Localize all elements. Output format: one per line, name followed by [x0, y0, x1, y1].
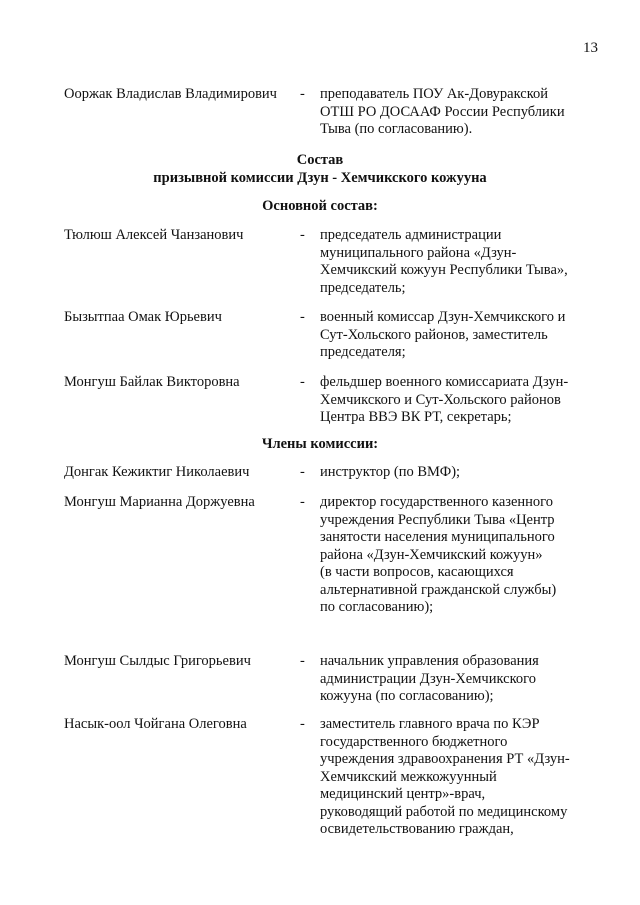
- main-composition-heading: Основной состав:: [262, 198, 378, 214]
- dash: -: [300, 653, 305, 669]
- member-name: Тюлюш Алексей Чанзанович: [64, 227, 244, 243]
- member-name: Ооржак Владислав Владимирович: [64, 86, 277, 102]
- dash: -: [300, 86, 305, 102]
- member-role: начальник управления образования администрации Дзун-Хемчикского кожууна (по согласованию);: [320, 653, 539, 704]
- member-name: Монгуш Марианна Доржуевна: [64, 494, 255, 510]
- dash: -: [300, 309, 305, 325]
- dash: -: [300, 464, 305, 480]
- dash: -: [300, 716, 305, 732]
- member-name: Монгуш Сылдыс Григорьевич: [64, 653, 251, 669]
- commission-members-heading: Члены комиссии:: [261, 436, 379, 452]
- document-title-line2: призывной комиссии Дзун - Хемчикского кожууна: [153, 170, 487, 186]
- member-name: Монгуш Байлак Викторовна: [64, 374, 240, 390]
- member-role: инструктор (по ВМФ);: [320, 464, 461, 480]
- document-title-line1: Состав: [296, 152, 344, 168]
- member-role: фельдшер военного комиссариата Дзун- Хемчикского и Сут-Хольского районов Центра ВВЭ ВК РТ, секретарь;: [320, 374, 569, 425]
- dash: -: [300, 494, 305, 510]
- member-role: военный комиссар Дзун-Хемчикского и Сут-Хольского районов, заместитель председателя;: [320, 309, 566, 360]
- member-role: преподаватель ПОУ Ак-Довуракской ОТШ РО ДОСААФ России Республики Тыва (по согласованию).: [320, 86, 565, 137]
- member-name: Насык-оол Чойгана Олеговна: [64, 716, 247, 732]
- member-name: Бызытпаа Омак Юрьевич: [64, 309, 222, 325]
- dash: -: [300, 374, 305, 390]
- member-role: директор государственного казенного учреждения Республики Тыва «Центр занятости населения муниципального района «Дзун-Хемчикский кожуун» (в части вопросов, касающихся альтернативной гражданской службы) по согласованию);: [320, 494, 557, 615]
- member-role: заместитель главного врача по КЭР государственного бюджетного учреждения здравоохранения РТ «Дзун- Хемчикский межкожуунный медицинский центр»-врач, руководящий работой по медицинскому освидетельствованию граждан,: [320, 716, 570, 837]
- member-role: председатель администрации муниципального района «Дзун- Хемчикский кожуун Республики Тыва», председатель;: [320, 227, 568, 296]
- dash: -: [300, 227, 305, 243]
- member-name: Донгак Кежиктиг Николаевич: [64, 464, 250, 480]
- page-number: 13: [583, 40, 598, 56]
